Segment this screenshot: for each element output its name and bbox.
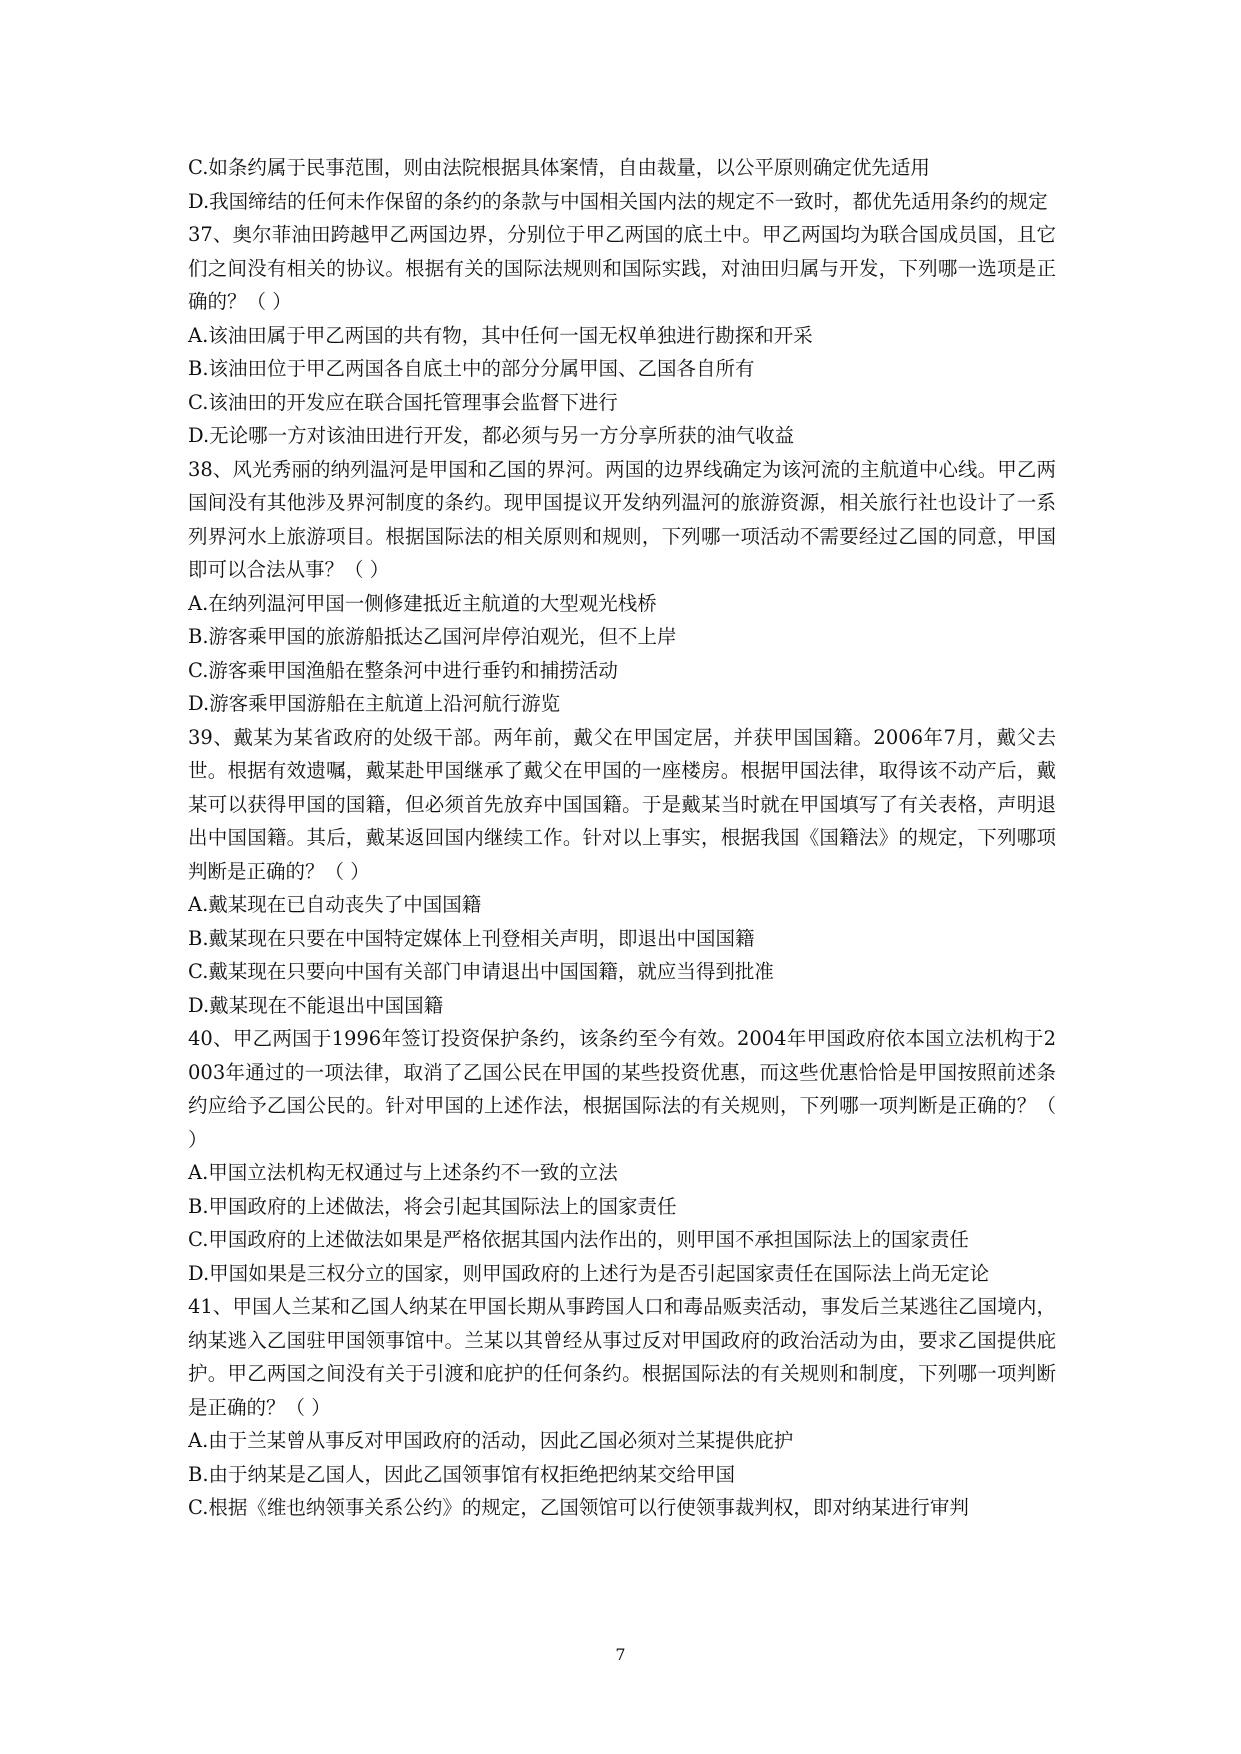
option-line: B.由于纳某是乙国人，因此乙国领事馆有权拒绝把纳某交给甲国 bbox=[188, 1462, 736, 1486]
option-line: D.戴某现在不能退出中国国籍 bbox=[188, 993, 444, 1017]
option-line: C.甲国政府的上述做法如果是严格依据其国内法作出的，则甲国不承担国际法上的国家责任 bbox=[188, 1228, 969, 1251]
option-line: A.该油田属于甲乙两国的共有物，其中任何一国无权单独进行勘探和开采 bbox=[188, 323, 813, 347]
option-line: D.我国缔结的任何未作保留的条约的条款与中国相关国内法的规定不一致时，都优先适用条约的规定 bbox=[188, 189, 1048, 213]
option-line: A.甲国立法机构无权通过与上述条约不一致的立法 bbox=[188, 1161, 618, 1184]
option-line: B.该油田位于甲乙两国各自底土中的部分分属甲国、乙国各自所有 bbox=[188, 357, 755, 380]
option-line: C.该油田的开发应在联合国托管理事会监督下进行 bbox=[188, 390, 618, 414]
question-37-stem: 37、奥尔菲油田跨越甲乙两国边界，分别位于甲乙两国的底土中。甲乙两国均为联合国成员国，且它们之间没有相关的协议。根据有关的国际法规则和国际实践，对油田归属与开发，下列哪一选项是正确的？（ ） bbox=[188, 223, 1056, 313]
option-line: C.如条约属于民事范围，则由法院根据具体案情，自由裁量，以公平原则确定优先适用 bbox=[188, 156, 930, 179]
option-line: D.游客乘甲国游船在主航道上沿河航行游览 bbox=[188, 692, 561, 715]
option-line: A.戴某现在已自动丧失了中国国籍 bbox=[188, 893, 482, 916]
page-number: 7 bbox=[615, 1645, 626, 1664]
option-line: D.无论哪一方对该油田进行开发，都必须与另一方分享所获的油气收益 bbox=[188, 424, 795, 447]
option-line: C.游客乘甲国渔船在整条河中进行垂钓和捕捞活动 bbox=[188, 658, 618, 682]
option-line: B.戴某现在只要在中国特定媒体上刊登相关声明，即退出中国国籍 bbox=[188, 926, 755, 950]
question-39-stem: 39、戴某为某省政府的处级干部。两年前，戴父在甲国定居，并获甲国国籍。2006年7月，戴父去世。根据有效遗嘱，戴某赴甲国继承了戴父在甲国的一座楼房。根据甲国法律，取得该不动产后，戴某可以获得甲国的国籍，但必须首先放弃中国国籍。于是戴某当时就在甲国填写了有关表格，声明退出中国国籍。其后，戴某返回国内继续工作。针对以上事实，根据我国《国籍法》的规定，下列哪项判断是正确的？（ ） bbox=[188, 725, 1056, 883]
question-38-stem: 38、风光秀丽的纳列温河是甲国和乙国的界河。两国的边界线确定为该河流的主航道中心线。甲乙两国间没有其他涉及界河制度的条约。现甲国提议开发纳列温河的旅游资源，相关旅行社也设计了一系列界河水上旅游项目。根据国际法的相关原则和规则，下列哪一项活动不需要经过乙国的同意，甲国即可以合法从事？（ ） bbox=[188, 457, 1056, 581]
option-line: B.游客乘甲国的旅游船抵达乙国河岸停泊观光，但不上岸 bbox=[188, 625, 677, 648]
option-line: C.戴某现在只要向中国有关部门申请退出中国国籍，就应当得到批准 bbox=[188, 960, 774, 983]
option-line: A.由于兰某曾从事反对甲国政府的活动，因此乙国必须对兰某提供庇护 bbox=[188, 1429, 794, 1452]
option-line: B.甲国政府的上述做法，将会引起其国际法上的国家责任 bbox=[188, 1194, 677, 1218]
option-line: C.根据《维也纳领事关系公约》的规定，乙国领馆可以行使领事裁判权，即对纳某进行审判 bbox=[188, 1496, 969, 1519]
question-40-stem: 40、甲乙两国于1996年签订投资保护条约，该条约至今有效。2004年甲国政府依本国立法机构于2003年通过的一项法律，取消了乙国公民在甲国的某些投资优惠，而这些优惠恰恰是甲国按照前述条约应给予乙国公民的。针对甲国的上述作法，根据国际法的有关规则，下列哪一项判断是正确的？（ ） bbox=[188, 1027, 1056, 1151]
question-41-stem: 41、甲国人兰某和乙国人纳某在甲国长期从事跨国人口和毒品贩卖活动，事发后兰某逃往乙国境内，纳某逃入乙国驻甲国领事馆中。兰某以其曾经从事过反对甲国政府的政治活动为由，要求乙国提供庇护。甲乙两国之间没有关于引渡和庇护的任何条约。根据国际法的有关规则和制度，下列哪一项判断是正确的？（ ） bbox=[188, 1295, 1056, 1419]
document-body bbox=[188, 151, 1056, 1525]
option-line: D.甲国如果是三权分立的国家，则甲国政府的上述行为是否引起国家责任在国际法上尚无定论 bbox=[188, 1261, 990, 1285]
option-line: A.在纳列温河甲国一侧修建抵近主航道的大型观光栈桥 bbox=[188, 591, 657, 615]
